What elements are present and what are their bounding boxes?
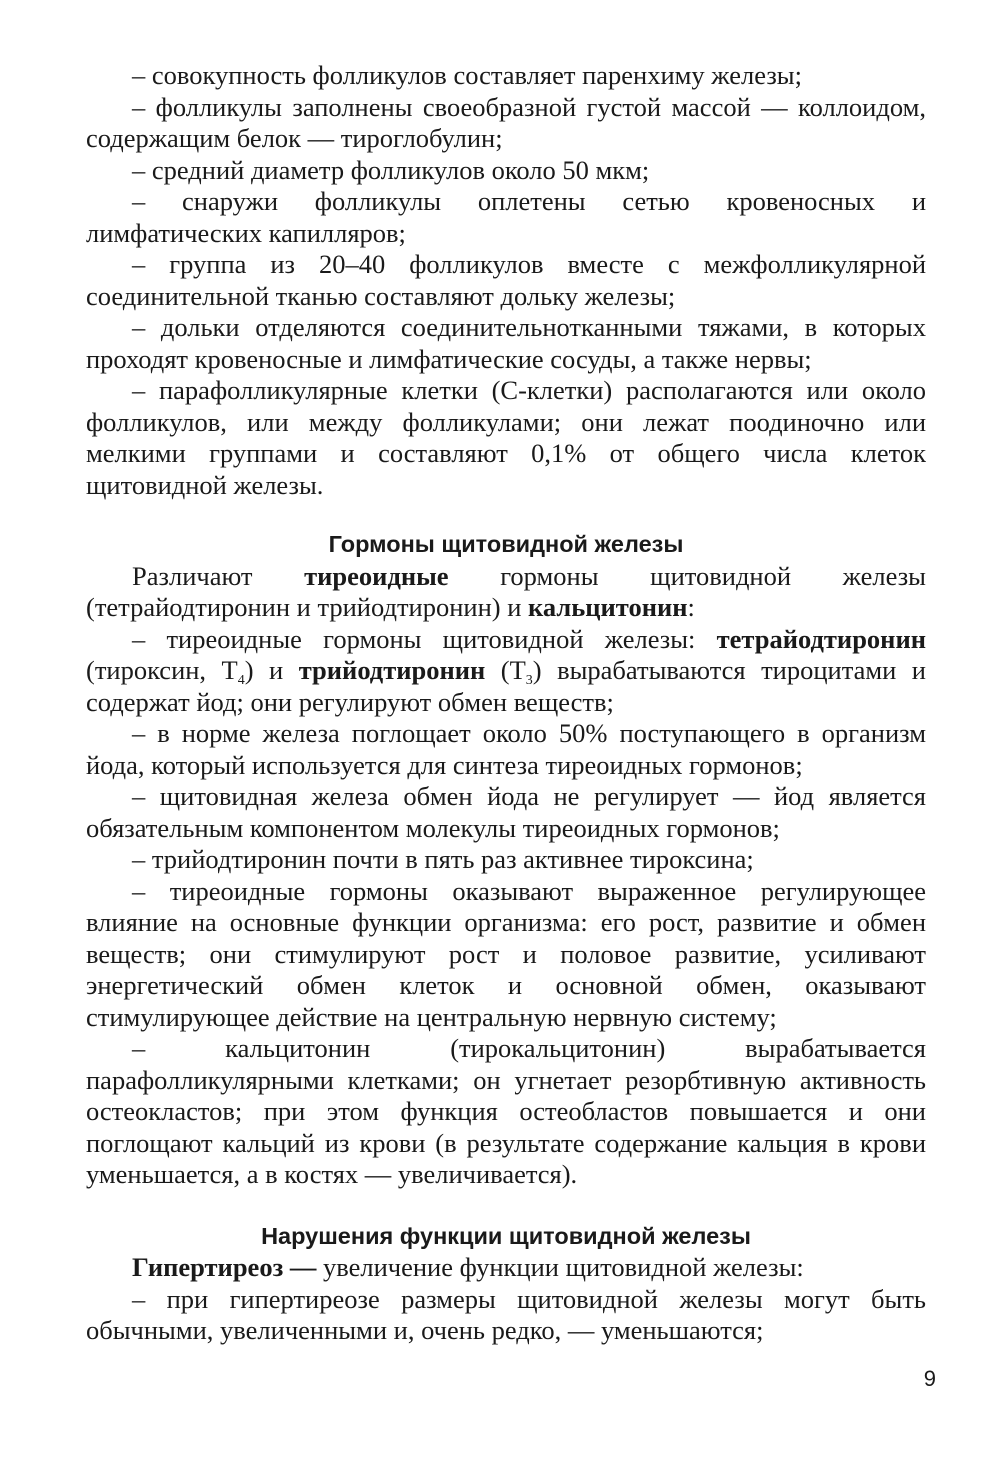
list-item: – группа из 20–40 фолликулов вместе с межфолликулярной соединительной тканью составляют дольку железы;	[86, 249, 926, 311]
page-number: 9	[923, 1366, 936, 1391]
list-item: – дольки отделяются соединительнотканными тяжами, в которых проходят кровеносные и лимфатические сосуды, а также нервы;	[86, 312, 926, 374]
list-item: – снаружи фолликулы оплетены сетью кровеносных и лимфатических капилляров;	[86, 186, 926, 248]
list-item: – в норме железа поглощает около 50% поступающего в организм йода, который используется для синтеза тиреоидных гормонов;	[86, 718, 926, 780]
list-item: – щитовидная железа обмен йода не регулирует — йод является обязательным компонентом молекулы тиреоидных гормонов;	[86, 781, 926, 843]
list-item: – трийодтиронин почти в пять раз активнее тироксина;	[132, 844, 754, 874]
section-spacer	[86, 501, 926, 529]
list-item: – тиреоидные гормоны щитовидной железы: тетрайодтиронин (тироксин, $Т_4$) и трийодтиронин $(Т_3)$ вырабатываются тироцитами и содержат йод; они регулируют обмен веществ;	[86, 623, 926, 717]
list-item: – совокупность фолликулов составляет паренхиму железы;	[132, 60, 802, 90]
list-item: – парафолликулярные клетки (С-клетки) располагаются или около фолликулов, или между фолликулами; они лежат поодиночно или мелкими группами и составляют 0,1% от общего числа клеток щитовидной железы.	[86, 375, 926, 500]
list-item: – кальцитонин (тирокальцитонин) вырабатывается парафолликулярными клетками; он угнетает резорбтивную активность остеокластов; при этом функция остеобластов повышается и они поглощают кальций из крови (в результате содержание кальция в крови уменьшается, а в костях — увеличивается).	[86, 1033, 926, 1189]
list-item: – фолликулы заполнены своеобразной густой массой — коллоидом, содержащим белок — тироглобулин;	[86, 91, 926, 153]
list-item: – средний диаметр фолликулов около 50 мкм;	[132, 154, 650, 185]
section-heading-disorders: Нарушения функции щитовидной железы	[261, 1222, 751, 1249]
page-body	[86, 60, 926, 1347]
intro-paragraph: Гипертиреоз — увеличение функции щитовидной железы:	[132, 1252, 804, 1282]
intro-paragraph: Различают тиреоидные гормоны щитовидной железы (тетрайодтиронин и трийодтиронин) и кальцитонин:	[86, 560, 926, 622]
list-item: – тиреоидные гормоны оказывают выраженное регулирующее влияние на основные функции организма: его рост, развитие и обмен веществ; они стимулируют рост и половое развитие, усиливают энергетический обмен клеток и основной обмен, оказывают стимулирующее действие на центральную нервную систему;	[86, 875, 926, 1032]
section-spacer	[86, 1191, 926, 1221]
list-item: – при гипертиреозе размеры щитовидной железы могут быть обычными, увеличенными и, очень редко, — уменьшаются;	[86, 1283, 926, 1345]
section-heading-hormones: Гормоны щитовидной железы	[328, 531, 684, 557]
